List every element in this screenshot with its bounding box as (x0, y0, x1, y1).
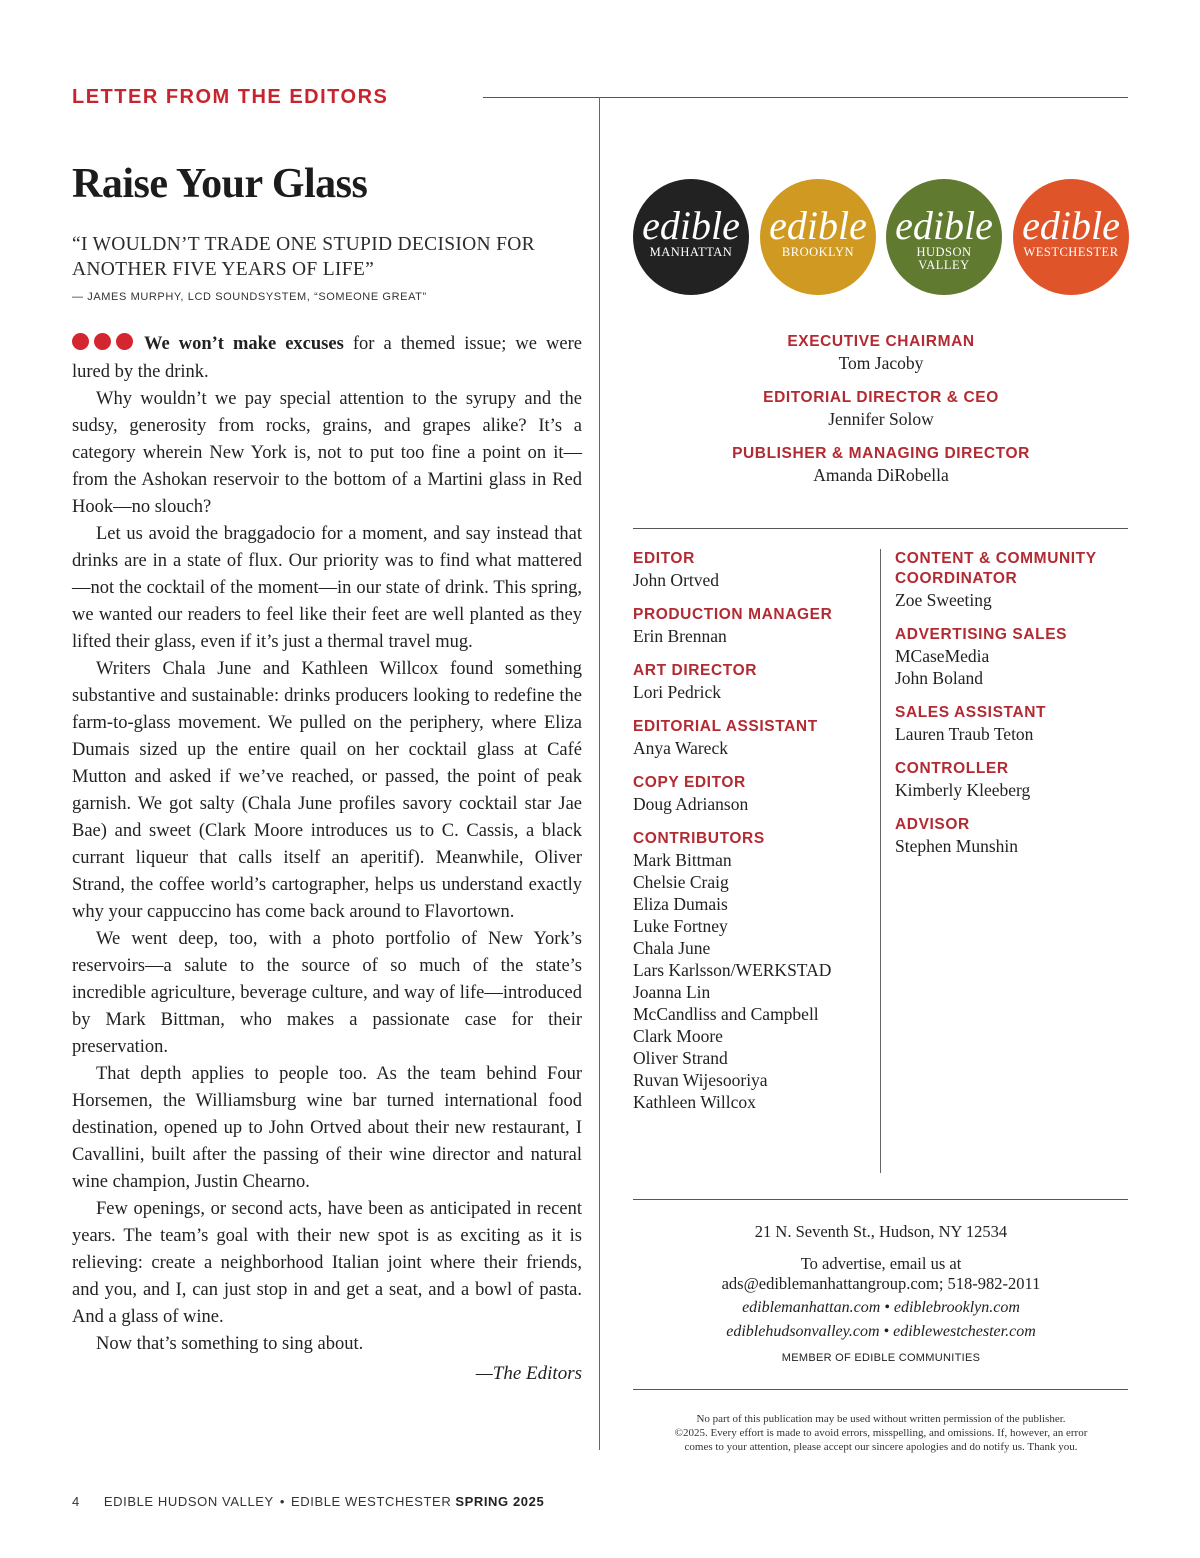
logo-subtitle: MANHATTAN (649, 245, 733, 259)
masthead-name: Mark Bittman (633, 850, 732, 870)
masthead-name: Luke Fortney (633, 916, 728, 936)
legal-line: ©2025. Every effort is made to avoid errors, misspelling, and omissions. If, however, an error (674, 1427, 1088, 1439)
masthead-entry (633, 605, 873, 647)
lead-in-rest: for a themed issue; we were lured by the drink. (72, 334, 582, 382)
masthead-role: SALES ASSISTANT (895, 704, 1047, 721)
page-footer (72, 1494, 544, 1509)
legal-line: No part of this publication may be used without written permission of the publisher. (696, 1413, 1066, 1425)
footer-issue: SPRING 2025 (455, 1494, 545, 1509)
masthead-name: John Ortved (633, 570, 720, 590)
letter-paragraph: Writers Chala June and Kathleen Willcox found something substantive and sustainable: drinks producers looking to redefine the farm-to-glass movement. We pulled on the periphery, where Eliza Dumais sized up the entire quail on her cocktail glass at Café Mutton and asked if we’ve reached, or passed, the point of peak garnish. We got salty (Chala June profiles savory cocktail star Jae Bae) and sweet (Clark Moore introduces us to C. Cassis, a black currant liqueur that calls itself an aperitif). Meanwhile, Oliver Strand, the coffee world’s cartographer, helps us understand exactly why your cappuccino has come back around to Flavortown. (72, 659, 582, 922)
masthead-entry (633, 444, 1129, 486)
masthead-role: PUBLISHER & MANAGING DIRECTOR (732, 445, 1030, 462)
masthead-role: EDITORIAL DIRECTOR & CEO (763, 389, 999, 406)
column-divider (599, 97, 600, 1450)
letter-paragraph: Few openings, or second acts, have been as anticipated in recent years. The team’s goal with their new spot is as exciting as it is relieving: create a neighborhood Italian joint where their friends, and you, and I, can just stop in and get a seat, and a bowl of pasta. And a glass of wine. (72, 1199, 582, 1327)
letter-paragraph: Let us avoid the braggadocio for a moment, and say instead that drinks are in a state of flux. Our priority was to find what mattered—not the cocktail of the moment—in our state of drink. This spring, we wanted our readers to feel like their feet are well planted as they lifted their glass, even if it’s just a thermal travel mug. (72, 524, 582, 652)
website-links (633, 1296, 1129, 1344)
masthead-role: PRODUCTION MANAGER (633, 606, 833, 623)
logo-subtitle: BROOKLYN (781, 245, 855, 259)
letter-paragraph-1 (72, 331, 582, 386)
masthead-name: Lauren Traub Teton (895, 724, 1034, 744)
masthead-entry (633, 661, 873, 703)
letter-paragraph: Why wouldn’t we pay special attention to the syrupy and the sudsy, generosity from rocks, grains, and grapes alike? It’s a category wherein New York is, not to put too fine a point on it—from the Ashokan reservoir to the bottom of a Martini glass in Red Hook—no slouch? (72, 389, 582, 517)
masthead-name: Ruvan Wijesooriya (633, 1070, 768, 1090)
logo-subtitle: HUDSON (916, 245, 972, 259)
masthead-name: Zoe Sweeting (895, 590, 992, 610)
logo-edible-brooklyn (760, 179, 876, 295)
footer-publication: EDIBLE HUDSON VALLEY (103, 1494, 274, 1509)
masthead-role: ADVISOR (895, 816, 970, 833)
masthead-name: John Boland (895, 668, 983, 688)
page-number: 4 (72, 1494, 80, 1509)
masthead-name: Lori Pedrick (633, 682, 721, 702)
masthead-role: CONTENT & COMMUNITY COORDINATOR (895, 550, 1097, 587)
advertise-contact: ads@ediblemanhattangroup.com; 518-982-2011 (721, 1274, 1041, 1293)
masthead-rule (633, 528, 1128, 529)
masthead-name: Joanna Lin (633, 982, 711, 1002)
masthead-role: ART DIRECTOR (633, 662, 758, 679)
logo-subtitle: WESTCHESTER (1023, 245, 1119, 259)
website-links-line: ediblehudsonvalley.com • ediblewestchester.com (726, 1323, 1036, 1340)
masthead-name: MCaseMedia (895, 646, 990, 666)
masthead-entry (895, 703, 1129, 745)
masthead-name: Chala June (633, 938, 711, 958)
three-dots-icon (72, 332, 138, 359)
letter-column (72, 160, 582, 1387)
contact-rule (633, 1199, 1128, 1200)
masthead-name: Doug Adrianson (633, 794, 749, 814)
masthead-entry (633, 829, 873, 1113)
website-links-line: ediblemanhattan.com • ediblebrooklyn.com (742, 1299, 1020, 1316)
footer-separator: • (279, 1494, 285, 1509)
masthead-role: COPY EDITOR (633, 774, 746, 791)
masthead-name: Amanda DiRobella (813, 465, 949, 485)
masthead-entry (633, 773, 873, 815)
masthead-entry (895, 625, 1129, 689)
letter-paragraph: That depth applies to people too. As the team behind Four Horsemen, the Williamsburg wine bar turned international food destination, opened up to John Ortved about their new restaurant, I Cavallini, built after the passing of their wine director and natural wine champion, Justin Chearno. (72, 1064, 582, 1192)
masthead-name: Kathleen Willcox (633, 1092, 756, 1112)
masthead-name: Erin Brennan (633, 626, 727, 646)
executive-masthead (633, 332, 1129, 500)
footer-publication: EDIBLE WESTCHESTER (290, 1494, 452, 1509)
masthead-entry (633, 388, 1129, 430)
lead-in: We won’t make excuses (144, 334, 344, 354)
masthead-name: Jennifer Solow (828, 409, 934, 429)
header-rule (483, 97, 1128, 98)
masthead-role: ADVERTISING SALES (895, 626, 1068, 643)
advertise-text: To advertise, email us at (800, 1254, 962, 1273)
masthead-entry (633, 332, 1129, 374)
masthead-entry (895, 759, 1129, 801)
masthead-name: Stephen Munshin (895, 836, 1018, 856)
masthead-role: CONTRIBUTORS (633, 830, 765, 847)
masthead-entry (895, 815, 1129, 857)
epigraph-quote: “I WOULDN’T TRADE ONE STUPID DECISION FOR ANOTHER FIVE YEARS OF LIFE” (72, 234, 535, 280)
legal-notice (633, 1412, 1129, 1454)
masthead-name: McCandliss and Campbell (633, 1004, 819, 1024)
masthead-name: Lars Karlsson/WERKSTAD (633, 960, 832, 980)
masthead-name: Oliver Strand (633, 1048, 728, 1068)
masthead-role: CONTROLLER (895, 760, 1009, 777)
masthead-entry (633, 717, 873, 759)
masthead-name: Kimberly Kleeberg (895, 780, 1031, 800)
signature: —The Editors (475, 1363, 582, 1384)
masthead-name: Anya Wareck (633, 738, 728, 758)
address: 21 N. Seventh St., Hudson, NY 12534 (754, 1222, 1008, 1241)
section-label: LETTER FROM THE EDITORS (72, 86, 389, 108)
logo-edible-hudson-valley (886, 179, 1002, 295)
contact-info (633, 1222, 1129, 1364)
masthead-entry (895, 549, 1129, 611)
member-note: MEMBER OF EDIBLE COMMUNITIES (781, 1352, 981, 1364)
staff-column-left (633, 549, 873, 1127)
letter-paragraph: We went deep, too, with a photo portfolio of New York’s reservoirs—a salute to the source of so much of the state’s incredible agriculture, beverage culture, and way of life—introduced by Mark Bittman, who makes a passionate case for their preservation. (72, 929, 582, 1057)
staff-column-right (895, 549, 1129, 871)
article-title: Raise Your Glass (72, 161, 368, 207)
staff-column-divider (880, 549, 881, 1173)
masthead-name: Chelsie Craig (633, 872, 729, 892)
masthead-entry (633, 549, 873, 591)
masthead-role: EXECUTIVE CHAIRMAN (787, 333, 975, 350)
logo-word: edible (1022, 203, 1120, 248)
masthead-role: EDITORIAL ASSISTANT (633, 718, 818, 735)
logo-edible-westchester (1013, 179, 1129, 295)
masthead-role: EDITOR (633, 550, 695, 567)
logo-subtitle: VALLEY (918, 258, 970, 272)
letter-paragraph: Now that’s something to sing about. (96, 1334, 364, 1354)
logo-word: edible (895, 203, 993, 248)
logo-word: edible (769, 203, 867, 248)
masthead-name: Eliza Dumais (633, 894, 728, 914)
masthead-name: Clark Moore (633, 1026, 723, 1046)
epigraph-attribution: — JAMES MURPHY, LCD SOUNDSYSTEM, “SOMEONE GREAT” (72, 291, 427, 303)
logo-word: edible (642, 203, 740, 248)
letter-body (72, 331, 582, 1387)
logo-edible-manhattan (633, 179, 749, 295)
edible-logos (633, 179, 1129, 295)
masthead-name: Tom Jacoby (838, 353, 924, 373)
legal-rule (633, 1389, 1128, 1390)
legal-line: comes to your attention, please accept our sincere apologies and do notify us. Thank you. (684, 1441, 1078, 1453)
